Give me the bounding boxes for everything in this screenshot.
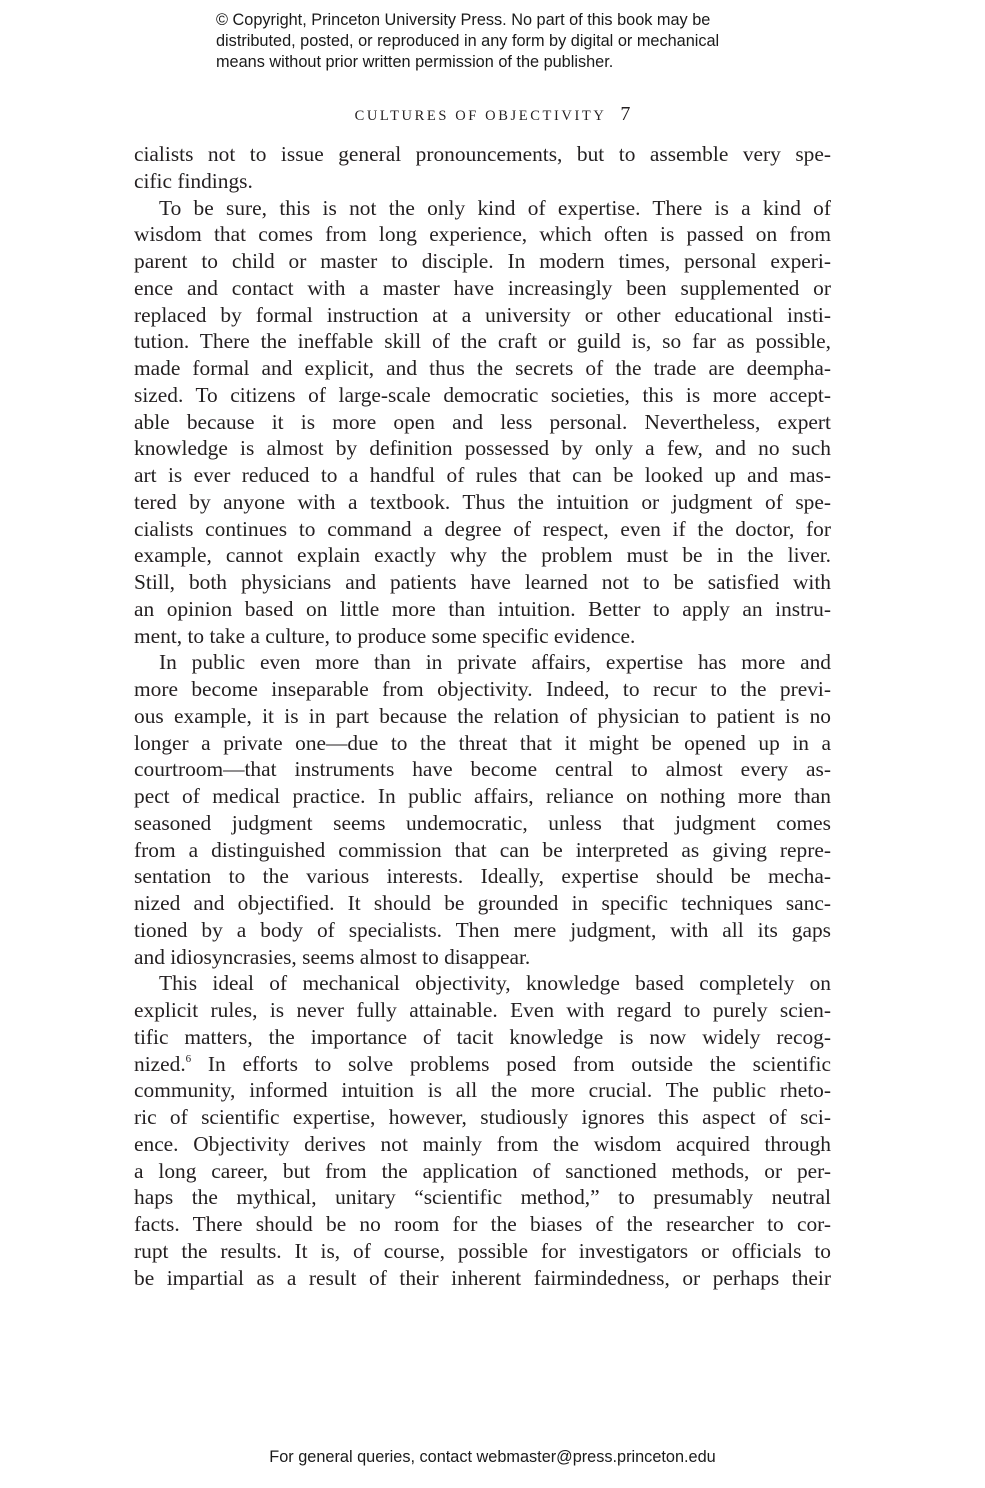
text-line: pect of medical practice. In public affairs, reliance on nothing more than <box>134 784 831 808</box>
text-segment: nized. <box>134 1051 186 1076</box>
footnote-marker[interactable]: 6 <box>185 1052 192 1065</box>
text-line: ence and contact with a master have increasingly been supplemented or <box>134 275 831 300</box>
text-line: ence. Objectivity derives not mainly from the wisdom acquired through <box>134 1131 831 1156</box>
copyright-line: means without prior written permission of the publisher. <box>216 53 614 71</box>
text-line: example, cannot explain exactly why the problem must be in the liver. <box>134 543 831 568</box>
text-line: tific matters, the importance of tacit knowledge is now widely recog- <box>134 1024 831 1049</box>
text-line: In public even more than in private affairs, expertise has more and <box>159 650 831 675</box>
copyright-line: © Copyright, Princeton University Press. No part of this book may be <box>216 11 711 29</box>
paragraph <box>134 649 831 970</box>
text-line: replaced by formal instruction at a university or other educational insti- <box>134 302 831 327</box>
running-head <box>0 103 985 126</box>
text-line: ric of scientific expertise, however, studiously ignores this aspect of sci- <box>134 1105 831 1129</box>
page-number: 7 <box>620 103 631 125</box>
copyright-line: distributed, posted, or reproduced in any form by digital or mechanical <box>216 32 720 50</box>
text-line: explicit rules, is never fully attainable. Even with regard to purely scien- <box>134 998 831 1022</box>
text-line: tioned by a body of specialists. Then mere judgment, with all its gaps <box>134 917 831 942</box>
text-line: cialists continues to command a degree of respect, even if the doctor, for <box>134 516 831 541</box>
text-line <box>134 1051 831 1078</box>
text-line: rupt the results. It is, of course, possible for investigators or officials to <box>134 1238 831 1263</box>
body-text <box>134 141 831 1291</box>
text-line: art is ever reduced to a handful of rules that can be looked up and mas- <box>134 463 831 487</box>
text-line: nized and objectified. It should be grounded in specific techniques sanc- <box>134 891 831 915</box>
running-head-title: CULTURES OF OBJECTIVITY <box>354 108 607 124</box>
text-line: knowledge is almost by definition possessed by only a few, and no such <box>134 436 831 461</box>
text-line: community, informed intuition is all the more crucial. The public rheto- <box>134 1078 831 1103</box>
text-line: sentation to the various interests. Ideally, expertise should be mecha- <box>134 864 831 889</box>
text-line: ment, to take a culture, to produce some specific evidence. <box>134 623 636 648</box>
text-line: wisdom that comes from long experience, which often is passed on from <box>134 222 831 247</box>
text-line: This ideal of mechanical objectivity, knowledge based completely on <box>159 971 831 996</box>
text-segment: In efforts to solve problems posed from outside the scientific <box>191 1051 831 1076</box>
paragraph <box>134 195 831 650</box>
text-line: sized. To citizens of large-scale democratic societies, this is more accept- <box>134 382 831 407</box>
text-line: haps the mythical, unitary “scientific method,” to presumably neutral <box>134 1185 831 1210</box>
text-line: Still, both physicians and patients have learned not to be satisfied with <box>134 570 831 594</box>
text-line: cialists not to issue general pronouncements, but to assemble very spe- <box>134 142 831 166</box>
text-line: tered by anyone with a textbook. Thus the intuition or judgment of spe- <box>134 489 831 514</box>
paragraph <box>134 970 831 1291</box>
text-line: To be sure, this is not the only kind of expertise. There is a kind of <box>159 195 831 220</box>
text-line: facts. There should be no room for the biases of the researcher to cor- <box>134 1212 831 1236</box>
text-line: tution. There the ineffable skill of the craft or guild is, so far as possible, <box>134 329 831 354</box>
text-line: longer a private one—due to the threat that it might be opened up in a <box>134 730 831 755</box>
footer-contact: For general queries, contact webmaster@press.princeton.edu <box>269 1448 716 1466</box>
copyright-notice <box>216 10 816 73</box>
text-line: ous example, it is in part because the relation of physician to patient is no <box>134 703 831 728</box>
paragraph <box>134 141 831 195</box>
text-line: from a distinguished commission that can be interpreted as giving repre- <box>134 837 831 862</box>
text-line: courtroom—that instruments have become central to almost every as- <box>134 757 831 782</box>
text-line: an opinion based on little more than intuition. Better to apply an instru- <box>134 596 831 621</box>
text-line: be impartial as a result of their inherent fairmindedness, or perhaps their <box>134 1265 831 1290</box>
text-line: seasoned judgment seems undemocratic, unless that judgment comes <box>134 810 831 835</box>
text-line: a long career, but from the application of sanctioned methods, or per- <box>134 1158 831 1183</box>
text-line: more become inseparable from objectivity. Indeed, to recur to the previ- <box>134 677 831 701</box>
text-line: able because it is more open and less personal. Nevertheless, expert <box>134 409 831 434</box>
text-line: and idiosyncrasies, seems almost to disappear. <box>134 944 531 969</box>
text-line: made formal and explicit, and thus the secrets of the trade are deempha- <box>134 356 831 380</box>
text-line: cific findings. <box>134 168 253 193</box>
text-line: parent to child or master to disciple. In modern times, personal experi- <box>134 249 831 273</box>
